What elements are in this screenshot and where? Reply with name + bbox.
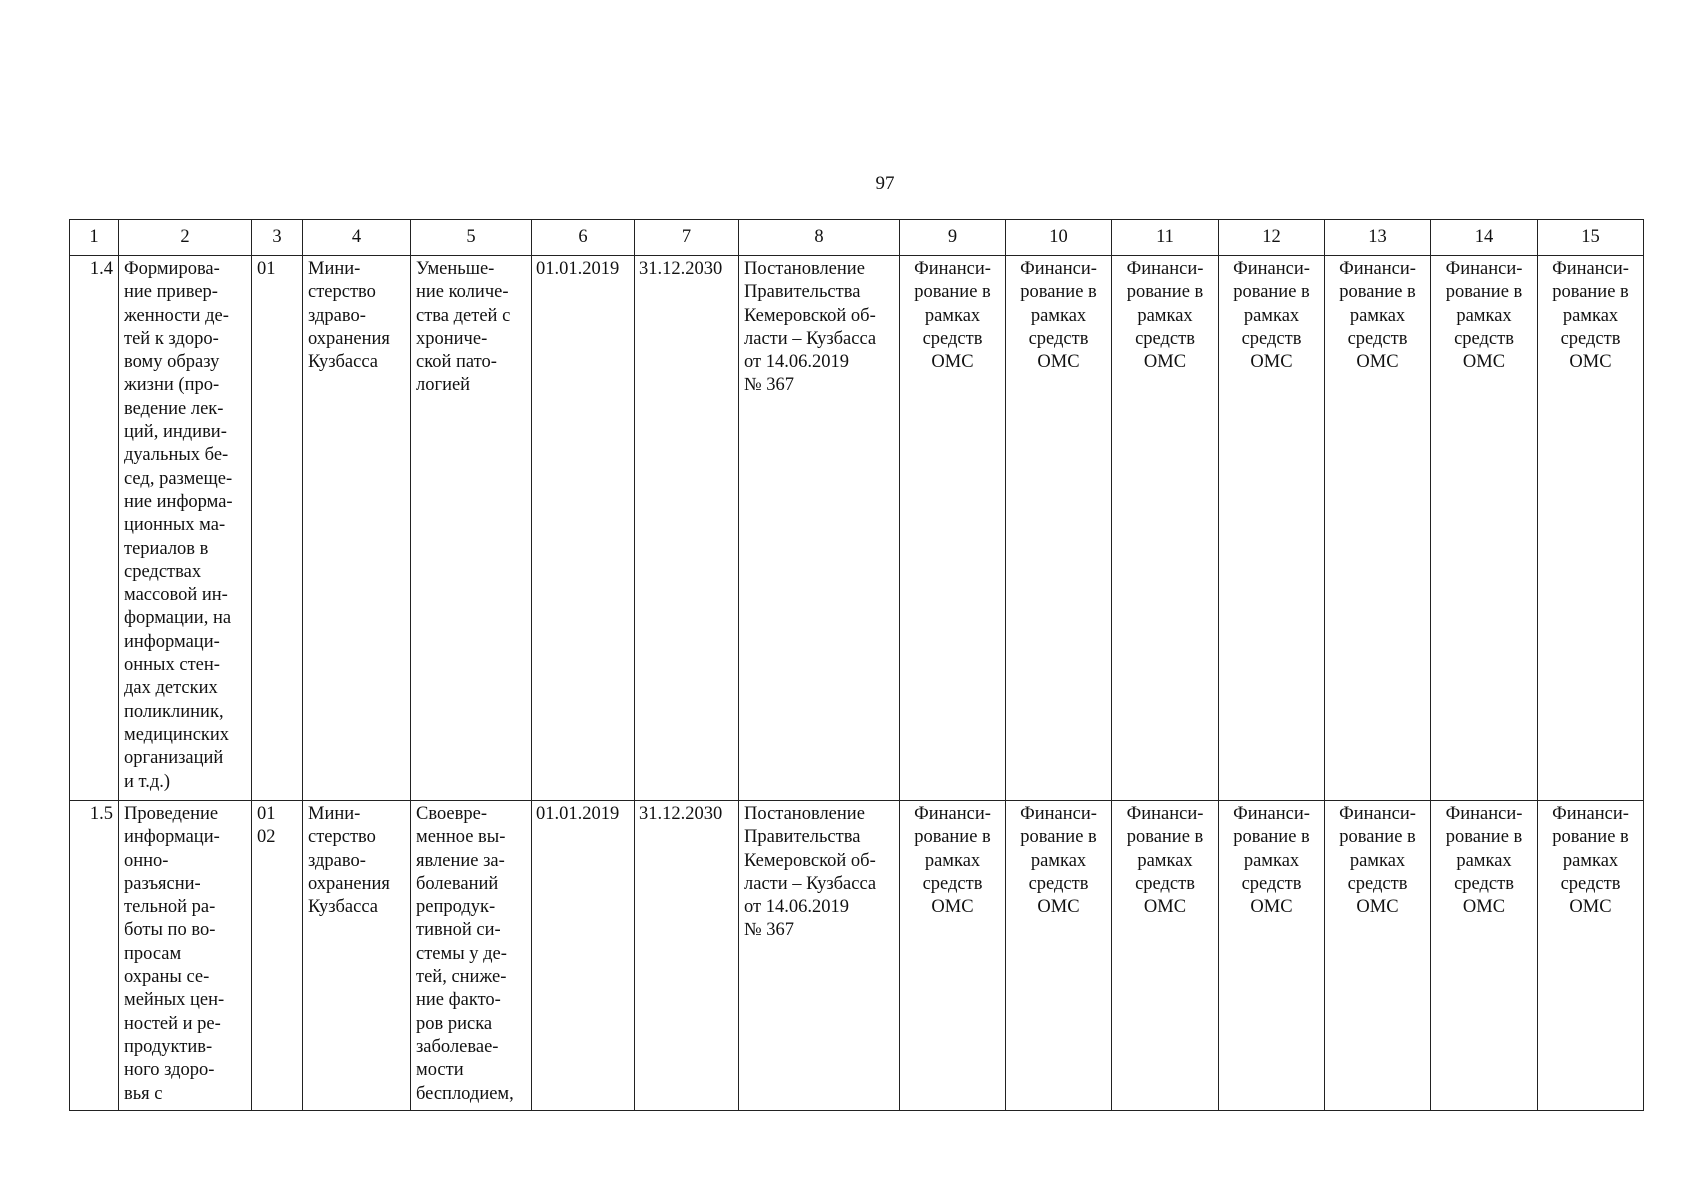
executor-cell-line: стерство: [308, 282, 376, 303]
funding-cell-line: рамках: [1349, 305, 1406, 326]
funding-cell-line: ОМС: [1250, 897, 1293, 918]
funding-cell-line: средств: [1347, 873, 1408, 894]
funding-cell: [900, 801, 1006, 1111]
funding-cell-line: ОМС: [1250, 352, 1293, 373]
executor-cell-line: Кузбасса: [308, 897, 378, 918]
activity-name-cell-line: информаци-: [124, 827, 220, 848]
table-row: [70, 256, 1644, 801]
code-cell-line: 01: [257, 259, 276, 279]
funding-cell-line: средств: [922, 328, 983, 349]
start-date-cell: 01.01.2019: [532, 256, 635, 801]
funding-cell-line: рамках: [1030, 305, 1087, 326]
legal-document-cell-line: Правительства: [744, 827, 861, 848]
funding-cell-line: Финанси-: [1233, 259, 1310, 279]
funding-cell: [1325, 256, 1431, 801]
funding-cell-line: ОМС: [1037, 897, 1080, 918]
column-header: 14: [1431, 220, 1538, 256]
code-cell: [252, 801, 303, 1111]
funding-cell-line: рование в: [1552, 827, 1629, 848]
code-cell-line: 02: [257, 827, 276, 848]
funding-cell: [1006, 801, 1112, 1111]
activity-name-cell-line: мейных цен-: [124, 990, 225, 1011]
row-number-cell: 1.4: [70, 256, 119, 801]
executor-cell: [303, 801, 411, 1111]
funding-cell-line: рамках: [924, 305, 981, 326]
funding-cell-line: средств: [922, 873, 983, 894]
activity-name-cell-line: продуктив-: [124, 1036, 213, 1057]
funding-cell: [1538, 256, 1644, 801]
funding-cell-line: рамках: [1137, 305, 1193, 326]
funding-cell-line: средств: [1347, 328, 1408, 349]
funding-cell-line: Финанси-: [1445, 804, 1523, 824]
funding-cell-line: рамках: [1562, 850, 1619, 871]
funding-cell: [1112, 801, 1219, 1111]
activity-name-cell-line: дах детских: [124, 678, 218, 699]
column-header: 1: [70, 220, 119, 256]
end-date-cell: 31.12.2030: [635, 801, 739, 1111]
funding-cell: [1431, 256, 1538, 801]
funding-cell-line: ОМС: [1462, 352, 1506, 373]
activity-name-cell-line: тельной ра-: [124, 897, 216, 918]
funding-cell-line: рование в: [1233, 282, 1310, 303]
funding-cell-line: ОМС: [1462, 897, 1506, 918]
activity-name-cell-line: ние информа-: [124, 491, 233, 512]
funding-cell-line: ОМС: [1569, 897, 1612, 918]
funding-cell-line: средств: [1560, 328, 1621, 349]
executor-cell-line: Мини-: [308, 804, 361, 824]
column-header: 8: [739, 220, 900, 256]
funding-cell-line: рамках: [1030, 850, 1087, 871]
activity-name-cell-line: ного здоро-: [124, 1060, 215, 1081]
activity-name-cell-line: вому образу: [124, 352, 220, 373]
funding-cell-line: рование в: [1233, 827, 1310, 848]
funding-cell-line: рование в: [1552, 282, 1629, 303]
funding-cell-line: рамках: [1349, 850, 1406, 871]
expected-result-cell-line: ской пато-: [416, 352, 497, 373]
activity-name-cell-line: массовой ин-: [124, 585, 228, 606]
funding-cell: [1006, 256, 1112, 801]
funding-cell-line: Финанси-: [1339, 259, 1416, 279]
legal-document-cell: [739, 801, 900, 1111]
expected-result-cell: [411, 256, 532, 801]
activity-name-cell: [119, 801, 252, 1111]
column-header: 5: [411, 220, 532, 256]
funding-cell-line: Финанси-: [914, 259, 991, 279]
funding-cell-line: рование в: [1445, 827, 1523, 848]
activity-name-cell-line: Формирова-: [124, 259, 220, 279]
funding-cell: [1219, 801, 1325, 1111]
column-header: 9: [900, 220, 1006, 256]
legal-document-cell-line: № 367: [744, 375, 795, 396]
legal-document-cell-line: Правительства: [744, 282, 861, 303]
expected-result-cell-line: хрониче-: [416, 328, 488, 349]
expected-result-cell-line: заболевае-: [416, 1036, 499, 1057]
legal-document-cell-line: Кемеровской об-: [744, 850, 876, 871]
column-header: 13: [1325, 220, 1431, 256]
funding-cell-line: Финанси-: [1339, 804, 1416, 824]
activity-name-cell-line: онных стен-: [124, 655, 220, 676]
funding-cell: [1112, 256, 1219, 801]
page-number: 97: [875, 173, 895, 194]
funding-cell: [900, 256, 1006, 801]
expected-result-cell-line: репродук-: [416, 897, 496, 918]
end-date-cell: 31.12.2030: [635, 256, 739, 801]
activity-name-cell-line: сед, размеще-: [124, 468, 233, 489]
code-cell-line: 01: [257, 804, 276, 824]
activity-name-cell-line: ностей и ре-: [124, 1013, 221, 1034]
funding-cell-line: ОМС: [1569, 352, 1612, 373]
funding-cell-line: ОМС: [931, 352, 974, 373]
funding-cell-line: Финанси-: [1020, 804, 1097, 824]
funding-cell-line: рование в: [914, 282, 991, 303]
legal-document-cell-line: ласти – Кузбасса: [744, 873, 877, 894]
activity-name-cell-line: тей к здоро-: [124, 328, 219, 349]
column-number-row: [70, 220, 1644, 256]
activity-name-cell-line: Проведение: [124, 804, 219, 824]
activity-name-cell-line: ние привер-: [124, 282, 218, 303]
funding-cell: [1325, 801, 1431, 1111]
expected-result-cell-line: мости: [416, 1060, 464, 1081]
activity-name-cell-line: разъясни-: [124, 873, 201, 894]
expected-result-cell-line: ние количе-: [416, 282, 509, 303]
funding-cell-line: средств: [1135, 873, 1195, 894]
activity-name-cell-line: формации, на: [124, 608, 232, 629]
funding-cell-line: средств: [1028, 873, 1089, 894]
expected-result-cell-line: ства детей с: [416, 305, 511, 326]
executor-cell-line: Кузбасса: [308, 352, 378, 373]
funding-cell-line: Финанси-: [1445, 259, 1523, 279]
funding-cell-line: рование в: [1339, 282, 1416, 303]
expected-result-cell: [411, 801, 532, 1111]
legal-document-cell-line: ласти – Кузбасса: [744, 328, 877, 349]
funding-cell-line: Финанси-: [1552, 259, 1629, 279]
executor-cell-line: стерство: [308, 827, 376, 848]
funding-cell-line: рамках: [1456, 850, 1512, 871]
column-header: 10: [1006, 220, 1112, 256]
expected-result-cell-line: стемы у де-: [416, 943, 507, 964]
expected-result-cell-line: логией: [416, 375, 471, 396]
column-header: 6: [532, 220, 635, 256]
executor-cell-line: охранения: [308, 328, 390, 349]
funding-cell-line: средств: [1241, 873, 1302, 894]
column-header: 3: [252, 220, 303, 256]
funding-cell-line: рование в: [1126, 827, 1204, 848]
activity-name-cell-line: дуальных бе-: [124, 445, 229, 466]
program-activities-table: [69, 219, 1644, 1111]
funding-cell-line: рование в: [1020, 282, 1097, 303]
activity-name-cell: [119, 256, 252, 801]
code-cell: [252, 256, 303, 801]
executor-cell-line: здраво-: [308, 850, 366, 871]
activity-name-cell-line: организаций: [124, 748, 224, 769]
funding-cell-line: Финанси-: [914, 804, 991, 824]
activity-name-cell-line: и т.д.): [124, 771, 171, 792]
funding-cell-line: рование в: [1020, 827, 1097, 848]
activity-name-cell-line: средствах: [124, 561, 202, 582]
executor-cell-line: охранения: [308, 873, 390, 894]
executor-cell: [303, 256, 411, 801]
funding-cell-line: ОМС: [1356, 352, 1399, 373]
expected-result-cell-line: тей, сниже-: [416, 967, 507, 988]
activity-name-cell-line: женности де-: [124, 305, 229, 326]
column-header: 7: [635, 220, 739, 256]
column-header: 15: [1538, 220, 1644, 256]
activity-name-cell-line: информаци-: [124, 631, 220, 652]
row-number-cell: 1.5: [70, 801, 119, 1111]
funding-cell-line: ОМС: [1356, 897, 1399, 918]
activity-name-cell-line: ционных ма-: [124, 515, 226, 536]
expected-result-cell-line: Уменьше-: [416, 259, 495, 279]
funding-cell-line: рамках: [1137, 850, 1193, 871]
funding-cell-line: ОМС: [931, 897, 974, 918]
executor-cell-line: Мини-: [308, 259, 361, 279]
column-header: 12: [1219, 220, 1325, 256]
funding-cell-line: Финанси-: [1020, 259, 1097, 279]
funding-cell-line: средств: [1241, 328, 1302, 349]
funding-cell-line: рование в: [1445, 282, 1523, 303]
funding-cell: [1538, 801, 1644, 1111]
start-date-cell: 01.01.2019: [532, 801, 635, 1111]
funding-cell-line: рамках: [924, 850, 981, 871]
funding-cell-line: ОМС: [1143, 352, 1187, 373]
expected-result-cell-line: ров риска: [416, 1013, 493, 1034]
legal-document-cell-line: Постановление: [744, 804, 865, 824]
expected-result-cell-line: бесплодием,: [416, 1083, 514, 1104]
legal-document-cell-line: от 14.06.2019: [744, 897, 849, 918]
activity-name-cell-line: ций, индиви-: [124, 422, 227, 443]
activity-name-cell-line: просам: [124, 943, 182, 964]
legal-document-cell-line: Постановление: [744, 259, 865, 279]
column-header: 4: [303, 220, 411, 256]
column-header: 11: [1112, 220, 1219, 256]
expected-result-cell-line: явление за-: [416, 850, 505, 871]
activity-name-cell-line: онно-: [124, 850, 169, 871]
executor-cell-line: здраво-: [308, 305, 366, 326]
expected-result-cell-line: Своевре-: [416, 804, 487, 824]
funding-cell-line: средств: [1454, 873, 1514, 894]
funding-cell-line: рамках: [1562, 305, 1619, 326]
activity-name-cell-line: вья с: [124, 1083, 163, 1104]
legal-document-cell: [739, 256, 900, 801]
activity-name-cell-line: поликлиник,: [124, 701, 224, 722]
activity-name-cell-line: териалов в: [124, 538, 209, 559]
column-header: 2: [119, 220, 252, 256]
funding-cell: [1431, 801, 1538, 1111]
funding-cell-line: Финанси-: [1126, 259, 1204, 279]
funding-cell-line: рование в: [1339, 827, 1416, 848]
funding-cell-line: рование в: [914, 827, 991, 848]
funding-cell-line: средств: [1560, 873, 1621, 894]
funding-cell-line: Финанси-: [1552, 804, 1629, 824]
table-row: [70, 801, 1644, 1111]
activity-name-cell-line: жизни (про-: [124, 375, 220, 396]
funding-cell-line: Финанси-: [1126, 804, 1204, 824]
activity-name-cell-line: медицинских: [124, 724, 230, 745]
legal-document-cell-line: Кемеровской об-: [744, 305, 876, 326]
funding-cell-line: рамках: [1243, 305, 1300, 326]
funding-cell-line: средств: [1135, 328, 1195, 349]
expected-result-cell-line: болеваний: [416, 873, 499, 894]
legal-document-cell-line: № 367: [744, 920, 795, 941]
expected-result-cell-line: ние факто-: [416, 990, 501, 1011]
funding-cell-line: средств: [1454, 328, 1514, 349]
activity-name-cell-line: охраны се-: [124, 967, 210, 988]
expected-result-cell-line: тивной си-: [416, 920, 501, 941]
legal-document-cell-line: от 14.06.2019: [744, 352, 849, 373]
funding-cell-line: средств: [1028, 328, 1089, 349]
expected-result-cell-line: менное вы-: [416, 827, 506, 848]
activity-name-cell-line: ведение лек-: [124, 398, 224, 419]
funding-cell-line: рамках: [1243, 850, 1300, 871]
funding-cell-line: рование в: [1126, 282, 1204, 303]
funding-cell-line: ОМС: [1143, 897, 1187, 918]
funding-cell-line: ОМС: [1037, 352, 1080, 373]
funding-cell-line: рамках: [1456, 305, 1512, 326]
funding-cell-line: Финанси-: [1233, 804, 1310, 824]
activity-name-cell-line: боты по во-: [124, 920, 216, 941]
funding-cell: [1219, 256, 1325, 801]
